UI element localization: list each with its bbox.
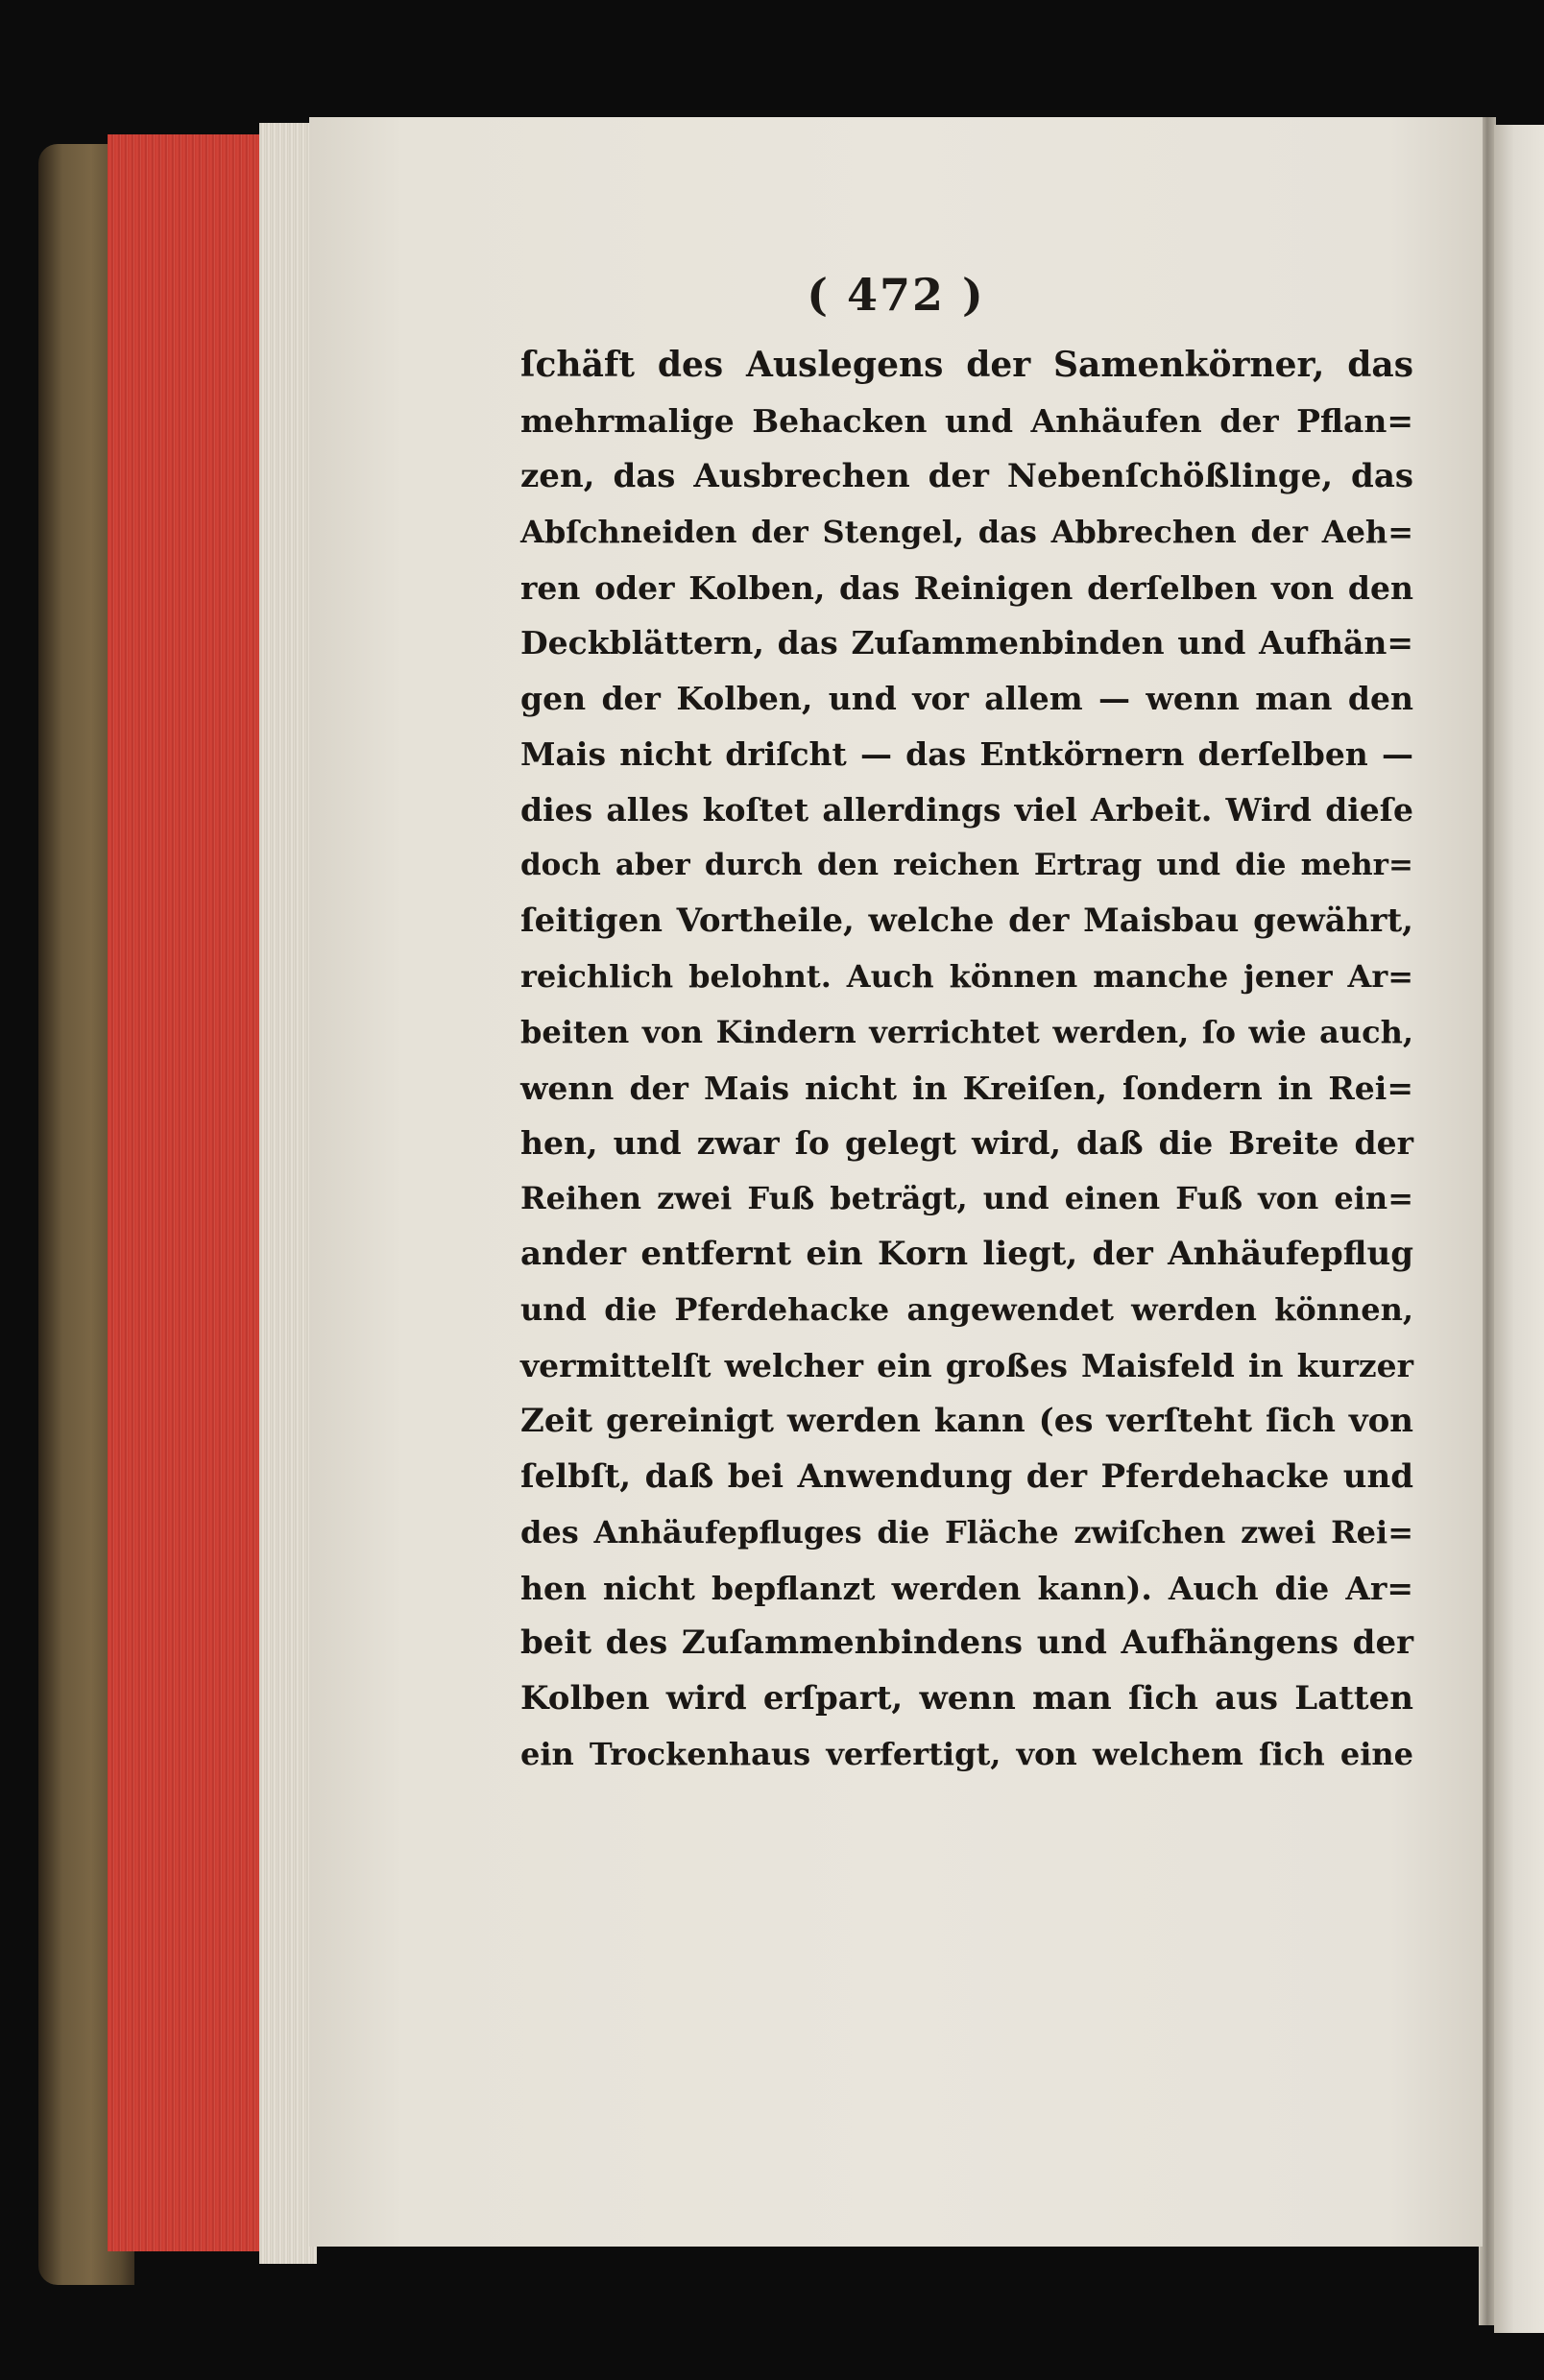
text-line: des Anhäufepfluges die Fläche zwiſchen zwei Rei=: [520, 1513, 1413, 1551]
text-line: hen nicht bepflanzt werden kann). Auch die Ar=: [520, 1569, 1413, 1607]
text-line: Reihen zwei Fuß beträgt, und einen Fuß von ein=: [520, 1180, 1413, 1217]
text-line: Deckblättern, das Zuſammenbinden und Aufhän=: [520, 624, 1413, 662]
text-line: gen der Kolben, und vor allem — wenn man den: [520, 680, 1413, 718]
text-line: hen, und zwar ſo gelegt wird, daß die Breite der: [520, 1124, 1413, 1163]
page-stack-edges: [259, 123, 317, 2264]
text-line: ſchäft des Auslegens der Samenkörner, das: [520, 345, 1413, 385]
text-line: mehrmalige Behacken und Anhäufen der Pflan=: [520, 401, 1413, 440]
text-line: und die Pferdehacke angewendet werden können,: [520, 1291, 1413, 1329]
text-line: dies alles koſtet allerdings viel Arbeit. Wird dieſe: [520, 791, 1413, 829]
text-line: vermittelſt welcher ein großes Maisfeld in kurzer: [520, 1347, 1413, 1385]
text-line: reichlich belohnt. Auch können manche jener Ar=: [520, 957, 1413, 995]
text-line: doch aber durch den reichen Ertrag und die mehr=: [520, 848, 1413, 883]
text-line: Abſchneiden der Stengel, das Abbrechen der Aeh=: [520, 513, 1413, 550]
page-text: [520, 338, 1413, 1783]
text-line: Mais nicht driſcht — das Entkörnern derſelben —: [520, 735, 1413, 774]
text-line: ein Trockenhaus verfertigt, von welchem ſich eine: [520, 1736, 1413, 1773]
facing-page: [1494, 125, 1544, 2333]
text-line: beiten von Kindern verrichtet werden, ſo wie auch,: [520, 1013, 1413, 1050]
text-line: beit des Zuſammenbindens und Aufhängens der: [520, 1623, 1413, 1663]
text-line: wenn der Mais nicht in Kreiſen, ſondern in Rei=: [520, 1069, 1413, 1107]
page-number: ( 472 ): [807, 269, 985, 321]
text-line: zen, das Ausbrechen der Nebenſchößlinge, das: [520, 456, 1413, 495]
text-line: Kolben wird erſpart, wenn man ſich aus Latten: [520, 1679, 1413, 1719]
text-line: Zeit gereinigt werden kann (es verſteht ſich von: [520, 1401, 1413, 1440]
book-page: [309, 117, 1483, 2247]
text-line: ander entfernt ein Korn liegt, der Anhäufepflug: [520, 1235, 1413, 1274]
text-line: ren oder Kolben, das Reinigen derſelben von den: [520, 568, 1413, 607]
text-line: ſeitigen Vortheile, welche der Maisbau gewährt,: [520, 901, 1413, 940]
text-line: ſelbſt, daß bei Anwendung der Pferdehacke und: [520, 1456, 1413, 1496]
